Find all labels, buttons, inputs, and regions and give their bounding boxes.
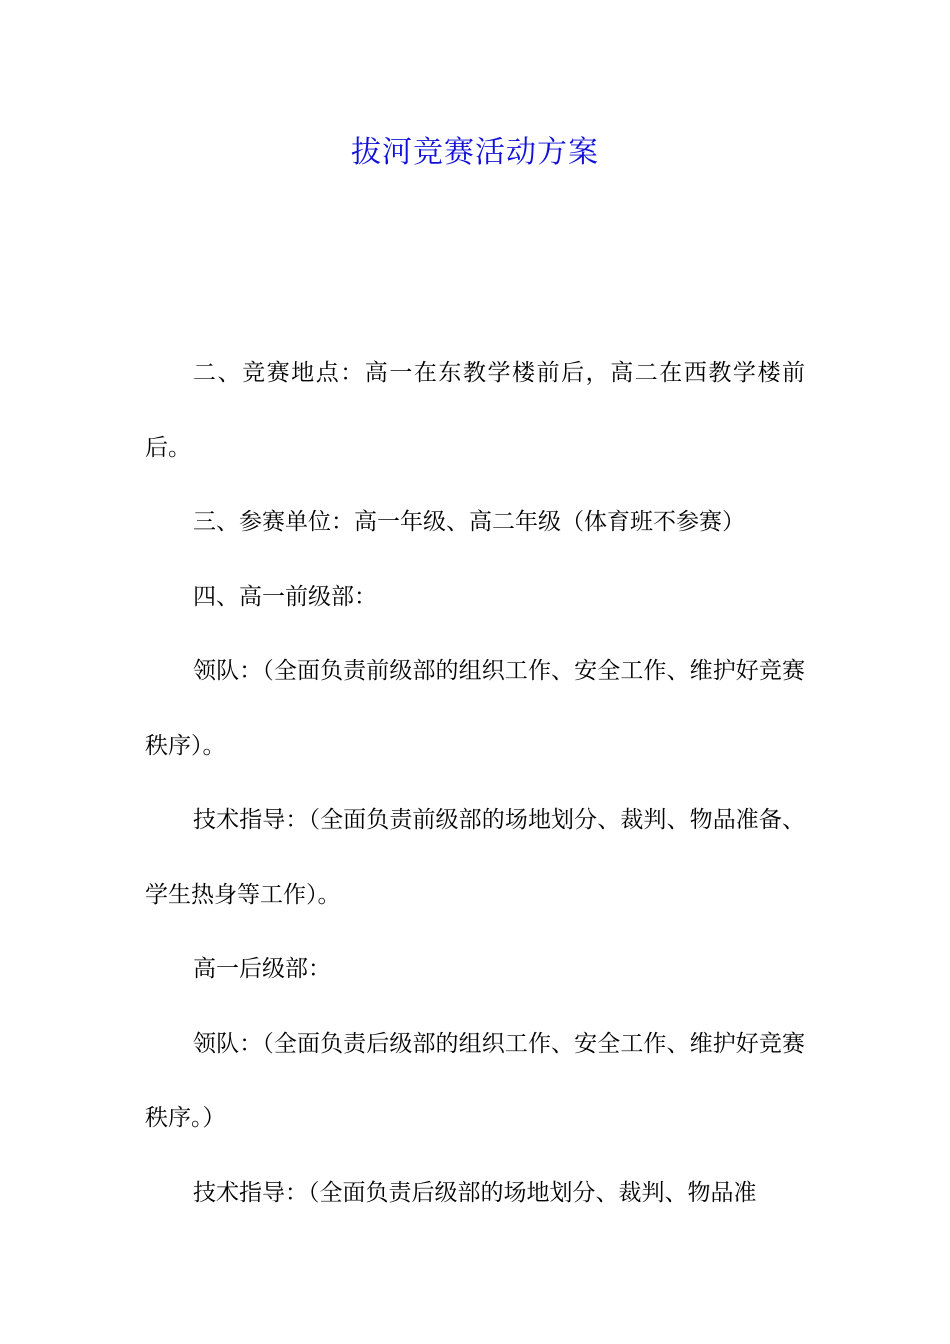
document-title: 拔河竞赛活动方案 bbox=[351, 135, 599, 170]
document-body bbox=[145, 336, 805, 1230]
paragraph-back-leader: 领队：（全面负责后级部的组织工作、安全工作、维护好竞赛秩序。） bbox=[145, 1030, 805, 1131]
paragraph-participants: 三、参赛单位：高一年级、高二年级（体育班不参赛） bbox=[193, 509, 745, 535]
paragraph-back-technical: 技术指导：（全面负责后级部的场地划分、裁判、物品准 bbox=[193, 1179, 757, 1206]
paragraph-front-leader: 领队：（全面负责前级部的组织工作、安全工作、维护好竞赛秩序）。 bbox=[145, 658, 805, 759]
paragraph-venue: 二、竞赛地点：高一在东教学楼前后，高二在西教学楼前后。 bbox=[145, 360, 805, 461]
paragraph-front-technical: 技术指导：（全面负责前级部的场地划分、裁判、物品准备、学生热身等工作）。 bbox=[145, 807, 805, 908]
paragraph-grade1-front-heading: 四、高一前级部： bbox=[193, 583, 377, 610]
paragraph-grade1-back-heading: 高一后级部： bbox=[193, 956, 331, 982]
